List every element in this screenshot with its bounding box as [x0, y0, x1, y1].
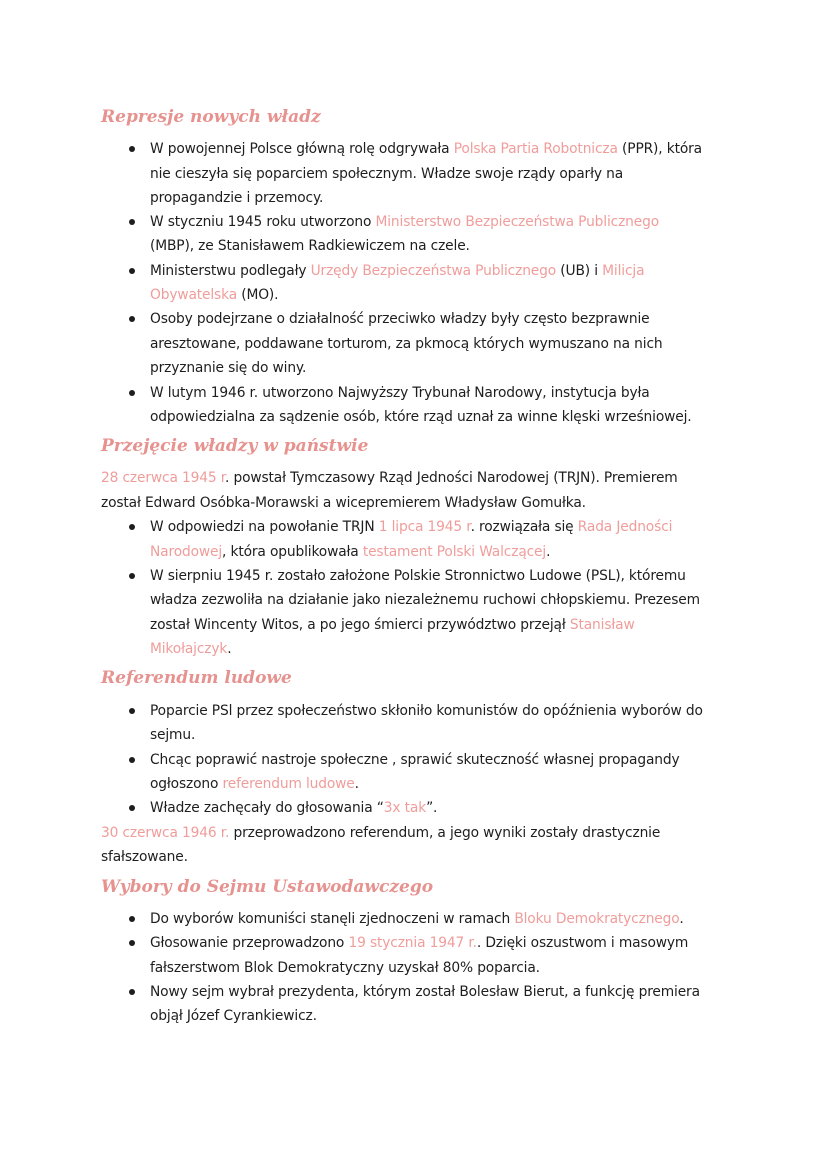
text-segment: propagandzie i przemocy. — [150, 190, 324, 206]
highlighted-term: Mikołajczyk — [150, 641, 228, 657]
text-line — [150, 189, 323, 207]
text-segment: został Edward Osóbka-Morawski a wicepremierem Władysław Gomułka. — [101, 495, 586, 511]
highlighted-term: 1 lipca 1945 r — [378, 519, 471, 535]
text-line — [101, 848, 188, 866]
text-segment: władza zezwoliła na działanie jako niezależnemu ruchowi chłopskiemu. Prezesem — [150, 592, 700, 608]
text-segment: . Dzięki oszustwom i masowym — [476, 935, 689, 951]
section-heading: Referendum ludowe — [101, 668, 292, 688]
text-line — [150, 751, 679, 769]
highlighted-term: Bloku Demokratycznego — [514, 911, 680, 927]
text-line — [101, 824, 660, 842]
text-segment: Nowy sejm wybrał prezydenta, którym został Bolesław Bierut, a funkcję premiera — [150, 984, 700, 1000]
text-line — [150, 543, 550, 561]
text-segment: ”. — [426, 800, 438, 816]
text-segment: W sierpniu 1945 r. zostało założone Polskie Stronnictwo Ludowe (PSL), któremu — [150, 568, 686, 584]
text-line — [150, 165, 623, 183]
text-segment: . — [354, 776, 359, 792]
section-heading: Przejęcie władzy w państwie — [101, 436, 369, 456]
text-segment: . — [546, 544, 551, 560]
highlighted-term: Urzędy Bezpieczeństwa Publicznego — [310, 263, 557, 279]
section-heading: Represje nowych władz — [101, 107, 321, 127]
text-segment: W styczniu 1945 roku utworzono — [150, 214, 376, 230]
text-line — [150, 518, 672, 536]
text-line — [150, 959, 540, 977]
text-line — [150, 286, 278, 304]
text-segment: został Wincenty Witos, a po jego śmierci przywództwo przejął — [150, 617, 570, 633]
text-line — [150, 799, 437, 817]
text-segment: (PPR), która — [617, 141, 702, 157]
text-line — [150, 310, 650, 328]
text-line — [150, 1007, 317, 1025]
highlighted-term: 30 czerwca 1946 r. — [101, 825, 230, 841]
highlighted-term: Obywatelska — [150, 287, 237, 303]
highlighted-term: referendum ludowe — [222, 776, 355, 792]
text-segment: Ministerstwu podlegały — [150, 263, 311, 279]
text-line — [150, 237, 470, 255]
bullet-icon — [129, 390, 135, 396]
text-segment: Poparcie PSl przez społeczeństwo skłoniło komunistów do opóźnienia wyborów do — [150, 703, 703, 719]
text-line — [150, 140, 702, 158]
text-segment: . rozwiązała się — [470, 519, 578, 535]
text-segment: Władze zachęcały do głosowania “ — [150, 800, 384, 816]
highlighted-term: Milicja — [602, 263, 645, 279]
text-segment: W lutym 1946 r. utworzono Najwyższy Trybunał Narodowy, instytucja była — [150, 385, 650, 401]
text-segment: sfałszowane. — [101, 849, 188, 865]
highlighted-term: 3x tak — [383, 800, 427, 816]
highlighted-term: Stanisław — [569, 617, 635, 633]
text-segment: Osoby podejrzane o działalność przeciwko władzy były często bezprawnie — [150, 311, 650, 327]
bullet-icon — [129, 916, 135, 922]
text-line — [150, 408, 692, 426]
text-segment: objął Józef Cyrankiewicz. — [150, 1008, 317, 1024]
highlighted-term: 28 czerwca 1945 r — [101, 470, 225, 486]
text-segment: Chcąc poprawić nastroje społeczne , sprawić skuteczność własnej propagandy — [150, 752, 680, 768]
bullet-icon — [129, 708, 135, 714]
bullet-icon — [129, 316, 135, 322]
bullet-icon — [129, 146, 135, 152]
text-segment: (UB) i — [556, 263, 603, 279]
text-segment: W odpowiedzi na powołanie TRJN — [150, 519, 379, 535]
text-segment: (MO). — [237, 287, 279, 303]
text-line — [150, 775, 359, 793]
text-line — [101, 469, 678, 487]
highlighted-term: Ministerstwo Bezpieczeństwa Publicznego — [375, 214, 659, 230]
text-line — [150, 934, 688, 952]
text-segment: sejmu. — [150, 727, 196, 743]
text-segment: fałszerstwom Blok Demokratyczny uzyskał 80% poparcia. — [150, 960, 540, 976]
text-line — [150, 726, 195, 744]
text-line — [150, 262, 644, 280]
bullet-icon — [129, 805, 135, 811]
highlighted-term: Rada Jedności — [577, 519, 673, 535]
text-segment: przeprowadzono referendum, a jego wyniki zostały drastycznie — [229, 825, 661, 841]
bullet-icon — [129, 573, 135, 579]
text-line — [150, 616, 635, 634]
text-segment: nie cieszyła się poparciem społecznym. Władze swoje rządy oparły na — [150, 166, 624, 182]
text-segment: , która opublikowała — [222, 544, 363, 560]
text-line — [150, 702, 703, 720]
text-line — [150, 335, 662, 353]
text-segment: W powojennej Polsce główną rolę odgrywała — [150, 141, 454, 157]
bullet-icon — [129, 219, 135, 225]
text-segment: . — [679, 911, 684, 927]
text-line — [101, 494, 586, 512]
section-heading: Wybory do Sejmu Ustawodawczego — [101, 877, 434, 897]
text-line — [150, 359, 306, 377]
bullet-icon — [129, 524, 135, 530]
highlighted-term: Polska Partia Robotnicza — [453, 141, 618, 157]
text-line — [150, 384, 650, 402]
text-line — [150, 591, 700, 609]
bullet-icon — [129, 268, 135, 274]
text-segment: . — [227, 641, 232, 657]
text-line — [150, 213, 659, 231]
text-segment: Do wyborów komuniści stanęli zjednoczeni w ramach — [150, 911, 515, 927]
text-segment: przyznanie się do winy. — [150, 360, 307, 376]
text-segment: ogłoszono — [150, 776, 223, 792]
bullet-icon — [129, 989, 135, 995]
highlighted-term: Narodowej — [150, 544, 223, 560]
text-line — [150, 640, 231, 658]
text-line — [150, 983, 700, 1001]
highlighted-term: 19 stycznia 1947 r. — [348, 935, 477, 951]
text-segment: aresztowane, poddawane torturom, za pkmocą których wymuszano na nich — [150, 336, 663, 352]
text-segment: Głosowanie przeprowadzono — [150, 935, 349, 951]
text-segment: (MBP), ze Stanisławem Radkiewiczem na czele. — [150, 238, 470, 254]
text-line — [150, 567, 686, 585]
bullet-icon — [129, 940, 135, 946]
text-segment: odpowiedzialna za sądzenie osób, które rząd uznał za winne klęski wrześniowej. — [150, 409, 692, 425]
highlighted-term: testament Polski Walczącej — [362, 544, 547, 560]
text-line — [150, 910, 684, 928]
text-segment: . powstał Tymczasowy Rząd Jedności Narodowej (TRJN). Premierem — [225, 470, 678, 486]
bullet-icon — [129, 757, 135, 763]
